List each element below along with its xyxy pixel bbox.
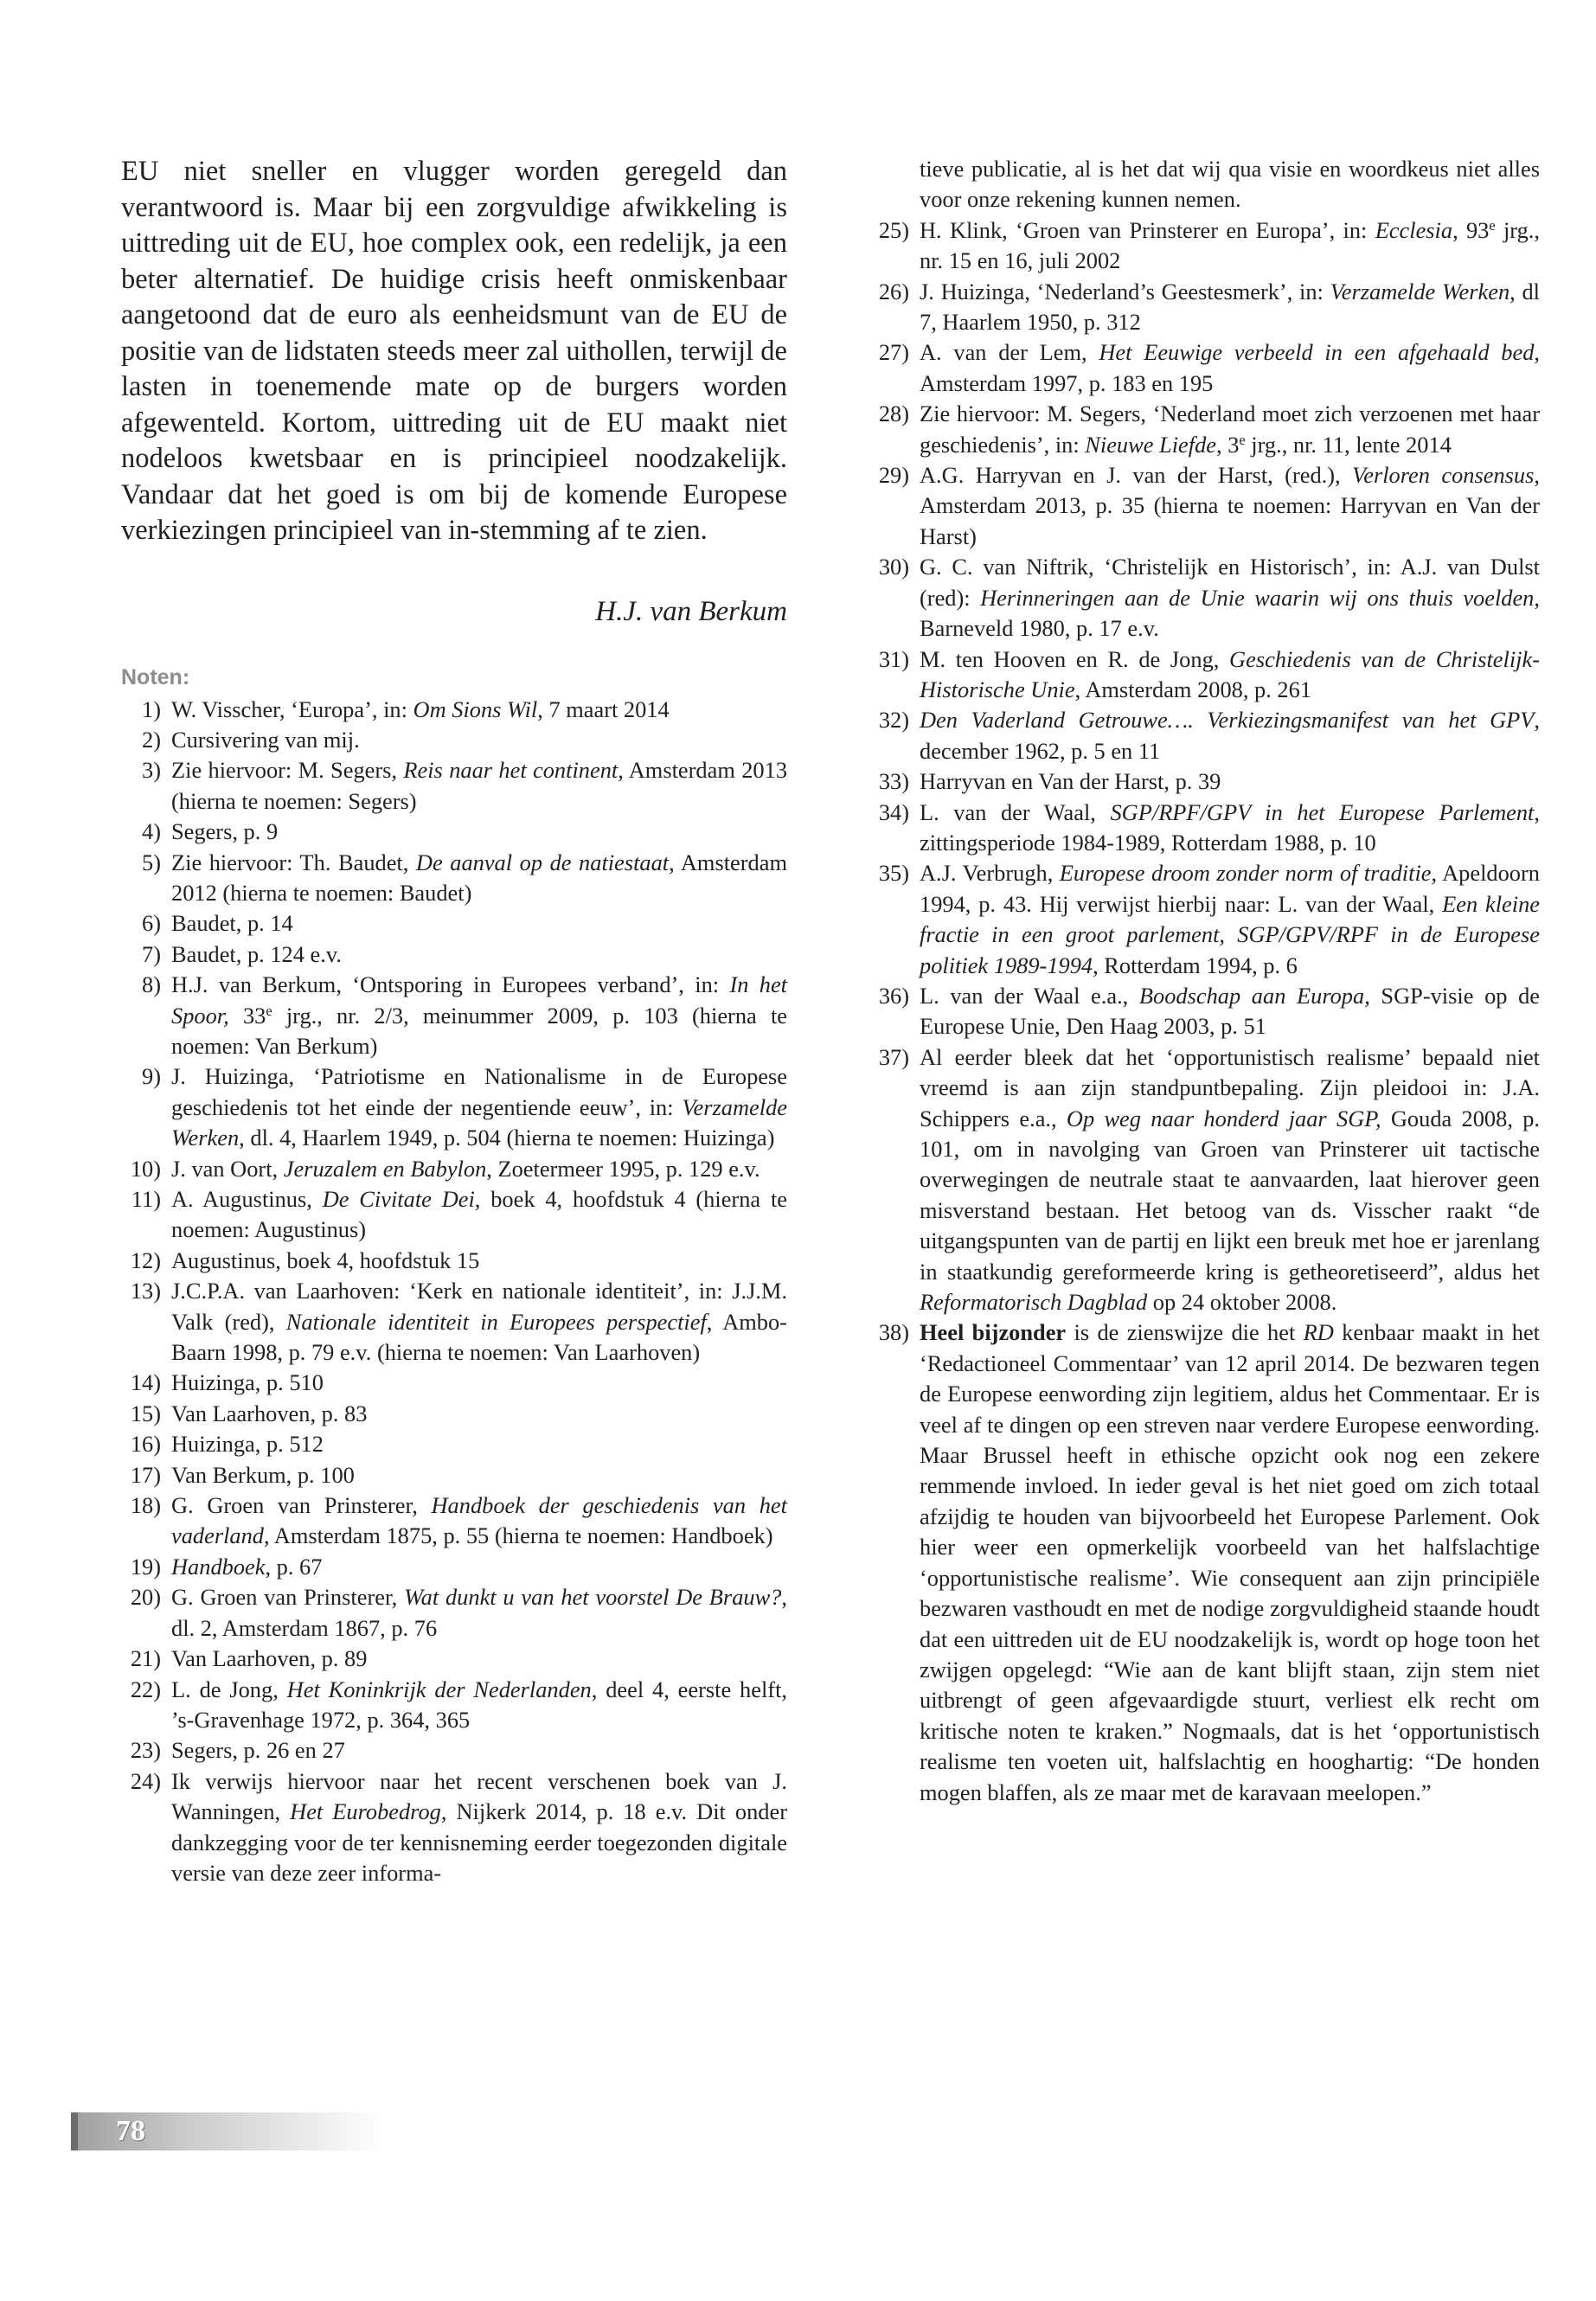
note-item [869,798,1540,859]
note-number: 29) [878,462,909,489]
note-text: Segers, p. 9 [171,818,279,845]
note-item [121,695,787,725]
note-number: 6) [142,910,161,937]
note-item [869,277,1540,338]
note-text: Augustinus, boek 4, hoofdstuk 15 [171,1247,480,1273]
note-number: 32) [878,707,909,734]
note-number: 1) [142,695,161,722]
note-text: Van Berkum, p. 100 [171,1461,355,1488]
note-item [121,970,787,1061]
note-text: L. van der Waal e.a., Boodschap aan Europa, SGP-visie op de Europese Unie, Den Haag 2003, p. 51 [920,982,1540,1040]
notes-list-left [121,695,787,1889]
note-item [121,1766,787,1889]
note-item [869,858,1540,981]
note-text: L. van der Waal, SGP/RPF/GPV in het Europese Parlement, zittingsperiode 1984-1989, Rotterdam 1988, p. 10 [920,798,1540,856]
note-number: 28) [878,401,909,427]
note-text: A. van der Lem, Het Eeuwige verbeeld in een afgehaald bed, Amsterdam 1997, p. 183 en 195 [920,339,1540,396]
note-item [121,1490,787,1552]
note-item [121,1735,787,1766]
note-item [121,1429,787,1459]
note-number: 26) [878,278,909,304]
note-number: 33) [878,768,909,795]
note-item [869,644,1540,706]
note-text: Zie hiervoor: Th. Baudet, De aanval op de natiestaat, Amsterdam 2012 (hierna te noemen: Baudet) [171,849,787,906]
note-number: 34) [878,798,909,825]
note-text: L. de Jong, Het Koninkrijk der Nederlanden, deel 4, eerste helft, ’s-Gravenhage 1972, p. 364, 365 [171,1676,788,1733]
note-text: Baudet, p. 124 e.v. [171,940,342,967]
note-item [121,1460,787,1490]
note-number: 35) [878,860,909,887]
note-item [121,1675,787,1736]
note-item [121,1644,787,1674]
page-number: 78 [116,2115,145,2147]
note-text: Huizinga, p. 512 [171,1431,324,1458]
note-number: 8) [142,971,161,998]
note-item [121,1154,787,1184]
note-number: 10) [130,1155,161,1182]
note-text: Ik verwijs hiervoor naar het recent verschenen boek van J. Wanningen, Het Eurobedrog, Nijkerk 2014, p. 18 e.v. Dit onder dankzegging voor de ter kennisneming eerder toegezonden digitale versie van deze zeer informa- [171,1767,787,1886]
note-text: G. C. van Niftrik, ‘Christelijk en Historisch’, in: A.J. van Dulst (red): Herinneringen aan de Unie waarin wij ons thuis voelden, Barneveld 1980, p. 17 e.v. [920,554,1540,642]
notes-heading: Noten: [121,664,190,689]
note-number: 22) [130,1676,161,1702]
note-item [869,766,1540,797]
note-item [869,1317,1540,1808]
note-number: 5) [142,849,161,875]
note-text: J. Huizinga, ‘Nederland’s Geestesmerk’, in: Verzamelde Werken, dl 7, Haarlem 1950, p. 312 [920,278,1540,336]
note-number: 23) [130,1737,161,1764]
author-signature: H.J. van Berkum [595,595,787,627]
note-item [121,1184,787,1246]
note-text: Cursivering van mij. [171,726,360,753]
note-item [121,725,787,755]
note-item [121,1552,787,1582]
note-text: J.C.P.A. van Laarhoven: ‘Kerk en nationale identiteit’, in: J.J.M. Valk (red), Nationale identiteit in Europees perspectief, Ambo-Baarn 1998, p. 79 e.v. (hierna te noemen: Van Laarhoven) [171,1278,787,1366]
note-number: 12) [130,1247,161,1273]
note-number: 16) [130,1431,161,1458]
note-number: 4) [142,818,161,845]
note-text: Baudet, p. 14 [171,910,293,937]
note-item [869,981,1540,1042]
note-item [869,705,1540,766]
note-number: 27) [878,339,909,366]
note-text: J. Huizinga, ‘Patriotisme en Nationalisme in de Europese geschiedenis tot het einde der negentiende eeuw’, in: Verzamelde Werken, dl. 4, Haarlem 1949, p. 504 (hierna te noemen: Huizinga) [171,1063,787,1151]
note-number: 30) [878,554,909,580]
note-item [121,1399,787,1429]
note-text: Heel bijzonder is de zienswijze die het RD kenbaar maakt in het ‘Redactioneel Commentaar’ van 12 april 2014. De bezwaren tegen de Europese eenwording zijn legitiem, aldus het Commentaar. Er is veel af te dingen op een streven naar verdere Europese eenwording. Maar Brussel heeft in ethische opzicht ook nog een zekere remmende invloed. In ieder geval is het niet goed om zich totaal afzijdig te houden van bijvoorbeeld het Europese Parlement. Ook hier weer een opmerkelijk voorbeeld van het halfslachtige ‘opportunistische realisme’. Wie consequent aan zijn principiële bezwaren vasthoudt en met de nodige zorgvuldigheid staande houdt dat een uittreden uit de EU noodzakelijk is, wordt op hoge toon het zwijgen opgelegd: “Wie aan de kant blijft staan, zijn stem niet uitbrengt of geen afgevaardigde stuurt, verliest elk recht om kritische noten te kraken.” Nogmaals, dat is het ‘opportunistisch realisme ten voeten uit, halfslachtig en hooghartig: “De honden mogen blaffen, als ze maar met de karavaan meelopen.” [920,1319,1541,1805]
note-text: Den Vaderland Getrouwe…. Verkiezingsmanifest van het GPV, december 1962, p. 5 en 11 [920,707,1540,764]
note-number: 3) [142,757,161,784]
note-item [121,1276,787,1368]
note-item [121,1061,787,1153]
note-text: W. Visscher, ‘Europa’, in: Om Sions Wil, 7 maart 2014 [171,695,670,722]
note-number: 15) [130,1400,161,1426]
note-number: 20) [130,1584,161,1611]
note-number: 36) [878,982,909,1009]
note-item [869,399,1540,460]
note-item [121,817,787,847]
left-column [121,154,787,1888]
notes-list-right [869,215,1540,1808]
note-item [121,1368,787,1398]
note-text: J. van Oort, Jeruzalem en Babylon, Zoetermeer 1995, p. 129 e.v. [171,1155,760,1182]
note-number: 38) [878,1319,909,1346]
note-item [869,552,1540,644]
note-number: 9) [142,1063,161,1090]
note-item [869,460,1540,552]
note-text: Segers, p. 26 en 27 [171,1737,345,1764]
note-number: 13) [130,1278,161,1304]
note-item [121,1582,787,1644]
note-text: A.J. Verbrugh, Europese droom zonder norm of traditie, Apeldoorn 1994, p. 43. Hij verwijst hierbij naar: L. van der Waal, Een kleine fractie in een groot parlement, SGP/GPV/RPF in de Europese politiek 1989-1994, Rotterdam 1994, p. 6 [920,860,1540,978]
note-number: 37) [878,1043,909,1070]
note-number: 2) [142,726,161,753]
note-item [869,215,1540,277]
note-number: 17) [130,1461,161,1488]
note-text: Harryvan en Van der Harst, p. 39 [920,768,1221,795]
note-text: G. Groen van Prinsterer, Wat dunkt u van het voorstel De Brauw?, dl. 2, Amsterdam 1867, p. 76 [171,1584,787,1641]
note-item [121,1246,787,1276]
note-item [121,908,787,939]
note-text: Van Laarhoven, p. 89 [171,1645,368,1672]
note-number: 25) [878,216,909,243]
note-item [869,1042,1540,1318]
note-text: Van Laarhoven, p. 83 [171,1400,368,1426]
note-text: H. Klink, ‘Groen van Prinsterer en Europa’, in: Ecclesia, 93e jrg., nr. 15 en 16, juli 2002 [920,216,1541,274]
note-text: Zie hiervoor: M. Segers, Reis naar het continent, Amsterdam 2013 (hierna te noemen: Segers) [171,757,788,814]
note-item [121,939,787,970]
note-text: Zie hiervoor: M. Segers, ‘Nederland moet zich verzoenen met haar geschiedenis’, in: Nieuwe Liefde, 3e jrg., nr. 11, lente 2014 [920,401,1540,458]
note-text: H.J. van Berkum, ‘Ontsporing in Europees verband’, in: In het Spoor, 33e jrg., nr. 2/3, meinummer 2009, p. 103 (hierna te noemen: Van Berkum) [171,971,787,1059]
note-text: G. Groen van Prinsterer, Handboek der geschiedenis van het vaderland, Amsterdam 1875, p. 55 (hierna te noemen: Handboek) [171,1492,787,1549]
note-number: 24) [130,1767,161,1794]
note-number: 21) [130,1645,161,1672]
note-number: 31) [878,645,909,672]
note-number: 18) [130,1492,161,1519]
note-text: Huizinga, p. 510 [171,1369,324,1396]
note-number: 19) [130,1553,161,1580]
article-body-paragraph: EU niet sneller en vlugger worden geregeld dan verantwoord is. Maar bij een zorgvuldige afwikkeling is uittreding uit de EU, hoe complex ook, een redelijk, ja een beter alternatief. De huidige crisis heeft onmiskenbaar aangetoond dat de euro als eenheidsmunt van de EU de positie van de lidstaten steeds meer zal uithollen, terwijl de lasten in toenemende mate op de burgers worden afgewenteld. Kortom, uittreding uit de EU maakt niet nodeloos kwetsbaar en is principieel noodzakelijk. Vandaar dat het goed is om bij de komende Europese verkiezingen principieel van in-stemming af te zien. [121,156,787,546]
note-text: A. Augustinus, De Civitate Dei, boek 4, hoofdstuk 4 (hierna te noemen: Augustinus) [171,1186,787,1243]
note-24-text-part-2: tieve publicatie, al is het dat wij qua visie en woordkeus niet alles voor onze rekening kunnen nemen. [920,156,1540,213]
note-item [121,755,787,817]
note-text: Al eerder bleek dat het ‘opportunistisch realisme’ bepaald niet vreemd is aan zijn standpuntbepaling. Zijn pleidooi in: J.A. Schippers e.a., Op weg naar honderd jaar SGP, Gouda 2008, p. 101, om in navolging van Groen van Prinsterer uit tactische overwegingen de neutrale staat te aanvaarden, laat hierover geen misverstand bestaan. Het betoog van ds. Visscher raakt “de uitgangspunten van de partij en lijkt een breuk met hoe er jarenlang in staatkundig gereformeerde kring is getheoretiseerd”, aldus het Reformatorisch Dagblad op 24 oktober 2008. [920,1043,1541,1316]
note-number: 11) [131,1186,161,1212]
note-text: A.G. Harryvan en J. van der Harst, (red.), Verloren consensus, Amsterdam 2013, p. 35 (hierna te noemen: Harryvan en Van der Harst) [920,462,1540,549]
note-number: 7) [142,940,161,967]
note-text: Handboek, p. 67 [171,1553,323,1580]
right-column [869,154,1540,1808]
page-number-tab-bar [71,2112,78,2150]
note-item [121,848,787,909]
note-item [869,337,1540,399]
note-number: 14) [130,1369,161,1396]
note-text: M. ten Hooven en R. de Jong, Geschiedenis van de Christelijk-Historische Unie, Amsterdam 2008, p. 261 [920,645,1540,702]
